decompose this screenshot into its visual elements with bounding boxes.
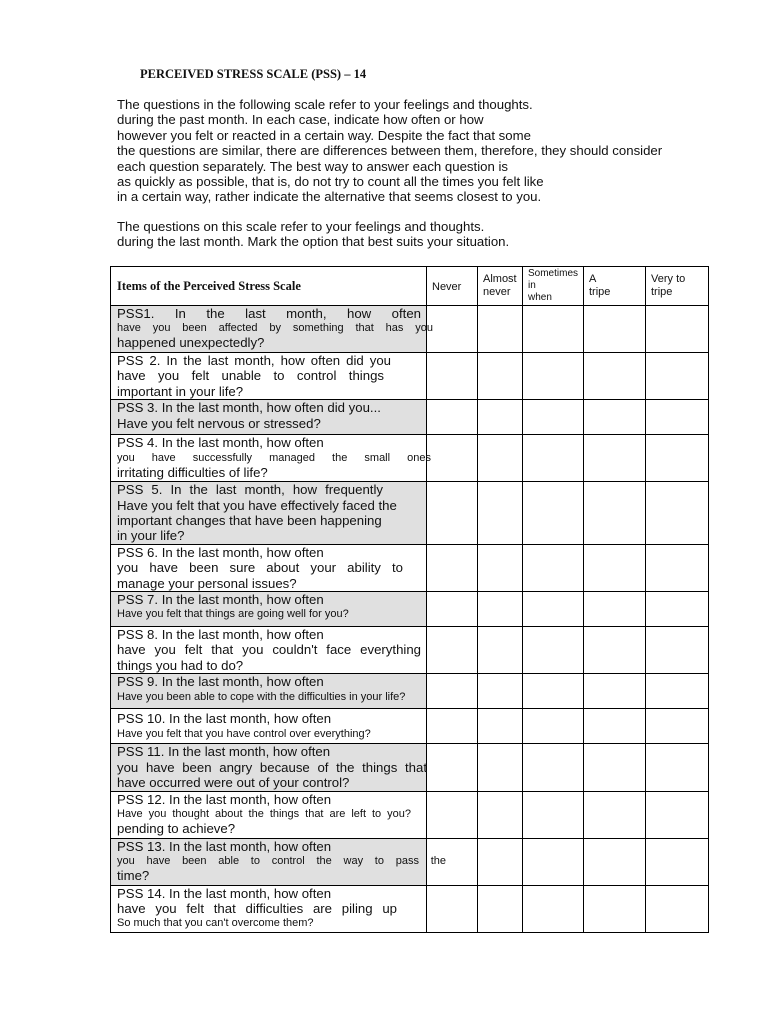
option-header-sometimes	[523, 267, 584, 306]
answer-cell-sometimes[interactable]	[523, 400, 584, 435]
item-cell-pss13	[111, 838, 446, 885]
answer-cell-sometimes[interactable]	[523, 435, 584, 482]
item-text-line: things you had to do?	[117, 657, 244, 673]
item-text-line: Have you thought about the things that are left to you?	[117, 807, 411, 820]
item-cell-pss7	[111, 592, 427, 627]
answer-cell-very-to-tripe[interactable]	[646, 674, 709, 709]
item-text-line: Have you felt that things are going well for you?	[117, 608, 349, 621]
item-text-line: PSS 4. In the last month, how often	[117, 435, 324, 451]
item-text-line: So much that you can't overcome them?	[117, 917, 314, 930]
item-text-line: PSS 11. In the last month, how often	[117, 744, 331, 760]
document-title: PERCEIVED STRESS SCALE (PSS) – 14	[140, 67, 367, 81]
intro-line: as quickly as possible, that is, do not try to count all the times you felt like	[117, 174, 544, 190]
answer-cell-sometimes[interactable]	[523, 885, 584, 932]
table-row	[111, 544, 709, 591]
item-text-line: PSS 2. In the last month, how often did you	[117, 353, 391, 368]
option-header-line: Almost	[483, 273, 517, 285]
table-row	[111, 353, 709, 400]
pss-table	[110, 266, 709, 933]
answer-cell-a-tripe[interactable]	[584, 885, 646, 932]
item-text-line: time?	[117, 867, 150, 883]
item-text-line: Have you been able to cope with the difficulties in your life?	[117, 690, 406, 703]
intro-line: during the past month. In each case, indicate how often or how	[117, 112, 484, 128]
item-text-line: PSS 13. In the last month, how often	[117, 838, 332, 854]
item-cell-pss3	[111, 400, 427, 435]
option-header-line: in	[528, 280, 536, 291]
item-text-line: have you been affected by something that has you	[117, 322, 433, 335]
option-header-line: Never	[432, 280, 462, 293]
answer-cell-a-tripe[interactable]	[584, 709, 646, 744]
answer-cell-very-to-tripe[interactable]	[646, 482, 709, 545]
answer-cell-a-tripe[interactable]	[584, 838, 646, 885]
answer-cell-very-to-tripe[interactable]	[646, 592, 709, 627]
answer-cell-sometimes[interactable]	[523, 744, 584, 791]
item-text-line: you have successfully managed the small ones	[117, 451, 431, 464]
item-text-line: in your life?	[117, 528, 185, 544]
answer-cell-sometimes[interactable]	[523, 674, 584, 709]
answer-cell-never[interactable]	[427, 885, 478, 932]
item-cell-pss12	[111, 791, 427, 838]
table-row	[111, 744, 709, 791]
item-text-line: you have been angry because of the things that	[117, 759, 427, 775]
answer-cell-never[interactable]	[427, 544, 478, 591]
table-row	[111, 435, 709, 482]
answer-cell-very-to-tripe[interactable]	[646, 709, 709, 744]
item-text-line: important in your life?	[117, 383, 244, 399]
answer-cell-never[interactable]	[427, 306, 478, 353]
answer-cell-very-to-tripe[interactable]	[646, 838, 709, 885]
answer-cell-sometimes[interactable]	[523, 544, 584, 591]
answer-cell-almost-never[interactable]	[478, 306, 523, 353]
answer-cell-a-tripe[interactable]	[584, 744, 646, 791]
item-text-line: important changes that have been happening	[117, 513, 382, 529]
item-cell-pss14	[111, 885, 427, 932]
answer-cell-a-tripe[interactable]	[584, 791, 646, 838]
item-cell-pss5	[111, 482, 427, 545]
item-text-line: PSS 3. In the last month, how often did you...	[117, 400, 381, 416]
item-text-line: PSS 8. In the last month, how often	[117, 627, 324, 643]
answer-cell-very-to-tripe[interactable]	[646, 885, 709, 932]
table-row	[111, 674, 709, 709]
answer-cell-almost-never[interactable]	[478, 627, 523, 674]
answer-cell-very-to-tripe[interactable]	[646, 353, 709, 400]
table-row	[111, 306, 709, 353]
answer-cell-a-tripe[interactable]	[584, 544, 646, 591]
answer-cell-almost-never[interactable]	[478, 400, 523, 435]
answer-cell-almost-never[interactable]	[478, 674, 523, 709]
instruction-line: during the last month. Mark the option that best suits your situation.	[117, 234, 510, 250]
answer-cell-a-tripe[interactable]	[584, 353, 646, 400]
intro-line: each question separately. The best way to answer each question is	[117, 158, 508, 174]
answer-cell-almost-never[interactable]	[478, 482, 523, 545]
answer-cell-very-to-tripe[interactable]	[646, 744, 709, 791]
instruction-paragraph	[117, 219, 697, 250]
answer-cell-almost-never[interactable]	[478, 544, 523, 591]
item-text-line: pending to achieve?	[117, 820, 236, 836]
items-column-header: Items of the Perceived Stress Scale	[111, 267, 427, 306]
answer-cell-never[interactable]	[427, 627, 478, 674]
answer-cell-almost-never[interactable]	[478, 791, 523, 838]
answer-cell-a-tripe[interactable]	[584, 674, 646, 709]
item-text-line: happened unexpectedly?	[117, 335, 265, 351]
answer-cell-sometimes[interactable]	[523, 482, 584, 545]
answer-cell-sometimes[interactable]	[523, 627, 584, 674]
item-cell-pss10	[111, 709, 427, 744]
item-cell-pss9	[111, 674, 427, 709]
table-row	[111, 482, 709, 545]
item-text-line: have you felt that difficulties are piling up	[117, 900, 397, 916]
answer-cell-never[interactable]	[427, 674, 478, 709]
item-text-line: have you felt unable to control things	[117, 368, 384, 384]
item-text-line: Have you felt nervous or stressed?	[117, 415, 321, 431]
item-text-line: irritating difficulties of life?	[117, 464, 268, 480]
answer-cell-never[interactable]	[427, 744, 478, 791]
answer-cell-almost-never[interactable]	[478, 838, 523, 885]
item-cell-pss11	[111, 744, 427, 791]
answer-cell-very-to-tripe[interactable]	[646, 306, 709, 353]
answer-cell-never[interactable]	[427, 709, 478, 744]
intro-line: the questions are similar, there are differences between them, therefore, they should consider	[117, 143, 663, 159]
item-cell-pss6	[111, 544, 427, 591]
answer-cell-almost-never[interactable]	[478, 744, 523, 791]
answer-cell-sometimes[interactable]	[523, 709, 584, 744]
answer-cell-sometimes[interactable]	[523, 592, 584, 627]
item-text-line: have occurred were out of your control?	[117, 775, 350, 791]
answer-cell-a-tripe[interactable]	[584, 435, 646, 482]
item-text-line: PSS 6. In the last month, how often	[117, 544, 324, 560]
answer-cell-almost-never[interactable]	[478, 885, 523, 932]
answer-cell-never[interactable]	[427, 592, 478, 627]
item-text-line: PSS 14. In the last month, how often	[117, 885, 332, 901]
answer-cell-a-tripe[interactable]	[584, 400, 646, 435]
answer-cell-sometimes[interactable]	[523, 838, 584, 885]
item-text-line: PSS 10. In the last month, how often	[117, 711, 332, 727]
answer-cell-almost-never[interactable]	[478, 592, 523, 627]
option-header-very-to-tripe	[646, 267, 709, 306]
item-text-line: PSS 12. In the last month, how often	[117, 791, 332, 807]
answer-cell-never[interactable]	[427, 791, 478, 838]
intro-line: in a certain way, rather indicate the alternative that seems closest to you.	[117, 189, 542, 205]
option-header-line: Very to	[651, 273, 686, 285]
option-header-never	[427, 267, 478, 306]
answer-cell-sometimes[interactable]	[523, 791, 584, 838]
answer-cell-sometimes[interactable]	[523, 306, 584, 353]
item-text-line: you have been sure about your ability to	[117, 560, 403, 576]
option-header-almost-never	[478, 267, 523, 306]
answer-cell-never[interactable]	[427, 435, 478, 482]
option-header-line: tripe	[651, 285, 673, 298]
answer-cell-a-tripe[interactable]	[584, 627, 646, 674]
item-text-line: PSS 5. In the last month, how frequently	[117, 482, 383, 498]
table-row	[111, 791, 709, 838]
item-text-line: PSS 9. In the last month, how often	[117, 674, 324, 690]
item-cell-pss8	[111, 627, 427, 674]
option-header-line: never	[483, 285, 511, 298]
item-cell-pss1	[111, 306, 433, 353]
answer-cell-almost-never[interactable]	[478, 353, 523, 400]
table-header-row	[111, 267, 709, 306]
answer-cell-never[interactable]	[427, 353, 478, 400]
item-cell-pss4	[111, 435, 431, 482]
answer-cell-never[interactable]	[427, 482, 478, 545]
option-header-line: tripe	[589, 285, 611, 298]
item-text-line: you have been able to control the way to pass the	[117, 854, 446, 867]
answer-cell-almost-never[interactable]	[478, 435, 523, 482]
item-text-line: manage your personal issues?	[117, 575, 297, 591]
intro-line: The questions in the following scale refer to your feelings and thoughts.	[117, 97, 533, 112]
answer-cell-never[interactable]	[427, 400, 478, 435]
table-row	[111, 592, 709, 627]
table-row	[111, 627, 709, 674]
answer-cell-very-to-tripe[interactable]	[646, 435, 709, 482]
item-text-line: Have you felt that you have control over everything?	[117, 727, 371, 740]
table-row	[111, 709, 709, 744]
item-text-line: have you felt that you couldn't face everything	[117, 642, 421, 658]
option-header-a-tripe	[584, 267, 646, 306]
answer-cell-a-tripe[interactable]	[584, 482, 646, 545]
intro-paragraph	[117, 97, 697, 205]
answer-cell-sometimes[interactable]	[523, 353, 584, 400]
table-row	[111, 885, 709, 932]
answer-cell-almost-never[interactable]	[478, 709, 523, 744]
table-row	[111, 400, 709, 435]
answer-cell-a-tripe[interactable]	[584, 592, 646, 627]
item-text-line: Have you felt that you have effectively faced the	[117, 497, 397, 513]
item-cell-pss2	[111, 353, 427, 400]
answer-cell-very-to-tripe[interactable]	[646, 544, 709, 591]
answer-cell-very-to-tripe[interactable]	[646, 791, 709, 838]
instruction-line: The questions on this scale refer to your feelings and thoughts.	[117, 219, 485, 234]
option-header-line: when	[528, 292, 552, 303]
intro-line: however you felt or reacted in a certain way. Despite the fact that some	[117, 127, 531, 143]
answer-cell-very-to-tripe[interactable]	[646, 400, 709, 435]
item-text-line: PSS1. In the last month, how often	[117, 306, 421, 321]
item-text-line: PSS 7. In the last month, how often	[117, 592, 324, 608]
option-header-line: A	[589, 273, 597, 285]
answer-cell-a-tripe[interactable]	[584, 306, 646, 353]
table-row	[111, 838, 709, 885]
option-header-line: Sometimes	[528, 268, 579, 279]
answer-cell-very-to-tripe[interactable]	[646, 627, 709, 674]
